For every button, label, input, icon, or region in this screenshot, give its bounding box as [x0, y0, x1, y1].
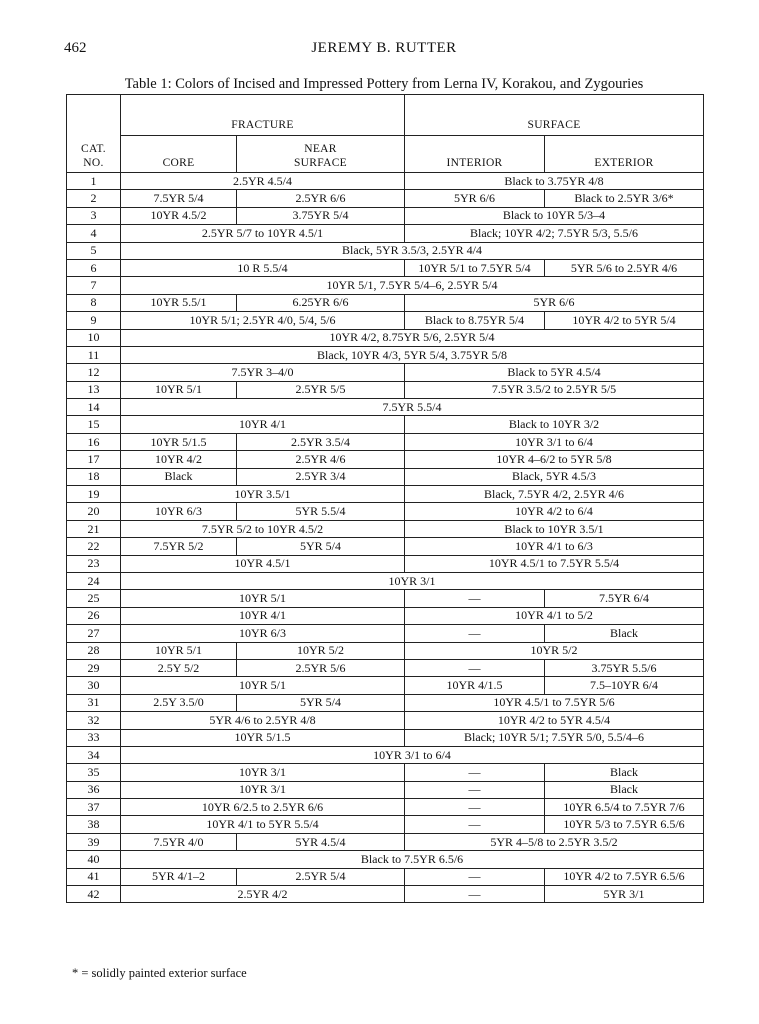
cat-no-cell: 26 [67, 607, 121, 624]
cat-no-cell: 1 [67, 173, 121, 190]
color-cell: 5YR 4/1–2 [121, 868, 237, 885]
cat-no-cell: 18 [67, 468, 121, 485]
table-row [67, 625, 704, 642]
table-row [67, 677, 704, 694]
color-cell: 10YR 5/3 to 7.5YR 6.5/6 [545, 816, 704, 833]
table-footnote: * = solidly painted exterior surface [72, 966, 247, 980]
cat-no-cell: 16 [67, 433, 121, 450]
cat-no-cell: 24 [67, 572, 121, 589]
color-cell: 7.5–10YR 6/4 [545, 677, 704, 694]
color-cell: Black to 10YR 5/3–4 [405, 207, 704, 224]
cat-no-cell: 12 [67, 364, 121, 381]
color-cell: 10YR 4/1 to 6/3 [405, 538, 704, 555]
color-cell: 2.5YR 5/6 [237, 659, 405, 676]
cat-no-cell: 14 [67, 399, 121, 416]
color-cell: 10YR 4/2 to 5YR 5/4 [545, 312, 704, 329]
color-cell: 5YR 6/6 [405, 190, 545, 207]
color-cell: 10YR 4.5/1 to 7.5YR 5.5/4 [405, 555, 704, 572]
color-cell: 10YR 4/2 [121, 451, 237, 468]
color-cell: Black to 10YR 3.5/1 [405, 520, 704, 537]
color-cell: Black, 5YR 4.5/3 [405, 468, 704, 485]
cat-no-cell: 9 [67, 312, 121, 329]
color-cell: 5YR 4–5/8 to 2.5YR 3.5/2 [405, 833, 704, 850]
color-cell: 10YR 6.5/4 to 7.5YR 7/6 [545, 799, 704, 816]
color-cell: 2.5YR 4/6 [237, 451, 405, 468]
cat-no-cell: 29 [67, 659, 121, 676]
color-cell: 2.5Y 3.5/0 [121, 694, 237, 711]
color-cell: Black [545, 625, 704, 642]
color-cell: 2.5YR 5/5 [237, 381, 405, 398]
exterior-header: EXTERIOR [545, 136, 704, 173]
color-cell: Black, 10YR 4/3, 5YR 5/4, 3.75YR 5/8 [121, 346, 704, 363]
color-cell: 10YR 4/2 to 5YR 4.5/4 [405, 712, 704, 729]
table-row [67, 520, 704, 537]
color-cell: 10YR 3/1 [121, 781, 405, 798]
color-cell: Black; 10YR 5/1; 7.5YR 5/0, 5.5/4–6 [405, 729, 704, 746]
table-row [67, 746, 704, 763]
cat-no-cell: 39 [67, 833, 121, 850]
table-row [67, 207, 704, 224]
color-cell: 10YR 4.5/2 [121, 207, 237, 224]
page-number: 462 [64, 40, 87, 56]
header-row-columns [67, 136, 704, 173]
color-cell: 7.5YR 5/2 [121, 538, 237, 555]
color-cell: 5YR 4.5/4 [237, 833, 405, 850]
table-row [67, 712, 704, 729]
table-row [67, 555, 704, 572]
author-name: JEREMY B. RUTTER [311, 40, 457, 56]
color-cell: 2.5YR 3.5/4 [237, 433, 405, 450]
cat-no-cell: 30 [67, 677, 121, 694]
color-cell: 5YR 5/4 [237, 538, 405, 555]
color-cell: 10YR 5/1 [121, 590, 405, 607]
cat-no-cell: 17 [67, 451, 121, 468]
cat-no-cell: 3 [67, 207, 121, 224]
color-cell: 10YR 4–6/2 to 5YR 5/8 [405, 451, 704, 468]
cat-no-cell: 40 [67, 851, 121, 868]
core-header: CORE [121, 136, 237, 173]
color-cell: 5YR 5.5/4 [237, 503, 405, 520]
table-row [67, 572, 704, 589]
cat-no-cell: 7 [67, 277, 121, 294]
color-cell: 6.25YR 6/6 [237, 294, 405, 311]
color-cell: 10YR 4/1 [121, 607, 405, 624]
color-cell: 10YR 5/2 [237, 642, 405, 659]
cat-no-cell: 41 [67, 868, 121, 885]
cat-no-cell: 32 [67, 712, 121, 729]
color-cell: Black to 2.5YR 3/6* [545, 190, 704, 207]
color-cell: 10YR 5/1; 2.5YR 4/0, 5/4, 5/6 [121, 312, 405, 329]
color-cell: 5YR 5/4 [237, 694, 405, 711]
color-cell: 10YR 3/1 [121, 572, 704, 589]
table-row [67, 190, 704, 207]
running-header [64, 40, 704, 62]
surface-header: SURFACE [405, 95, 704, 136]
table-row [67, 642, 704, 659]
table-row [67, 451, 704, 468]
color-cell: 10YR 4/2, 8.75YR 5/6, 2.5YR 5/4 [121, 329, 704, 346]
table-row [67, 416, 704, 433]
color-cell: 7.5YR 6/4 [545, 590, 704, 607]
color-cell: Black, 5YR 3.5/3, 2.5YR 4/4 [121, 242, 704, 259]
color-cell: — [405, 799, 545, 816]
color-cell: 2.5YR 4/2 [121, 886, 405, 903]
color-cell: 10YR 6/3 [121, 625, 405, 642]
color-cell: — [405, 816, 545, 833]
cat-no-cell: 4 [67, 225, 121, 242]
table-row [67, 329, 704, 346]
color-cell: 10YR 5/1, 7.5YR 5/4–6, 2.5YR 5/4 [121, 277, 704, 294]
color-cell: 10YR 5/1 to 7.5YR 5/4 [405, 259, 545, 276]
cat-no-cell: 25 [67, 590, 121, 607]
color-cell: Black to 3.75YR 4/8 [405, 173, 704, 190]
table-row [67, 259, 704, 276]
table-row [67, 886, 704, 903]
color-cell: 2.5YR 5/7 to 10YR 4.5/1 [121, 225, 405, 242]
table-row [67, 816, 704, 833]
table-row [67, 659, 704, 676]
color-cell: — [405, 764, 545, 781]
color-cell: 10YR 4/1 to 5/2 [405, 607, 704, 624]
color-cell: 7.5YR 5/2 to 10YR 4.5/2 [121, 520, 405, 537]
table-row [67, 433, 704, 450]
table-row [67, 242, 704, 259]
cat-no-cell: 21 [67, 520, 121, 537]
cat-no-cell: 2 [67, 190, 121, 207]
color-table [66, 94, 704, 903]
color-cell: 7.5YR 4/0 [121, 833, 237, 850]
color-cell: 10YR 5/1.5 [121, 729, 405, 746]
color-cell: 2.5YR 3/4 [237, 468, 405, 485]
color-cell: 10YR 5/1 [121, 677, 405, 694]
cat-no-cell: 42 [67, 886, 121, 903]
cat-no-cell: 23 [67, 555, 121, 572]
cat-no-cell: 22 [67, 538, 121, 555]
table-row [67, 277, 704, 294]
color-cell: Black; 10YR 4/2; 7.5YR 5/3, 5.5/6 [405, 225, 704, 242]
color-cell: — [405, 868, 545, 885]
table-row [67, 799, 704, 816]
table-row [67, 607, 704, 624]
cat-no-cell: 8 [67, 294, 121, 311]
table-row [67, 868, 704, 885]
color-cell: 10YR 3/1 [121, 764, 405, 781]
cat-no-cell: 36 [67, 781, 121, 798]
color-cell: 10YR 5.5/1 [121, 294, 237, 311]
cat-no-cell: 11 [67, 346, 121, 363]
color-cell: 10YR 3/1 to 6/4 [121, 746, 704, 763]
color-cell: 10YR 5/2 [405, 642, 704, 659]
table-row [67, 486, 704, 503]
color-cell: 10YR 3.5/1 [121, 486, 405, 503]
table-row [67, 538, 704, 555]
color-cell: — [405, 590, 545, 607]
table-row [67, 590, 704, 607]
color-cell: 7.5YR 5.5/4 [121, 399, 704, 416]
table-row [67, 833, 704, 850]
cat-no-cell: 20 [67, 503, 121, 520]
cat-no-cell: 34 [67, 746, 121, 763]
color-cell: 5YR 6/6 [405, 294, 704, 311]
color-cell: 10YR 4.5/1 [121, 555, 405, 572]
table-row [67, 294, 704, 311]
table-row [67, 225, 704, 242]
cat-no-cell: 27 [67, 625, 121, 642]
table-row [67, 764, 704, 781]
color-cell: Black [545, 781, 704, 798]
cat-no-cell: 10 [67, 329, 121, 346]
table-row [67, 364, 704, 381]
color-cell: — [405, 659, 545, 676]
color-cell: 2.5YR 5/4 [237, 868, 405, 885]
cat-no-cell: 35 [67, 764, 121, 781]
color-cell: 7.5YR 3.5/2 to 2.5YR 5/5 [405, 381, 704, 398]
color-cell: 3.75YR 5.5/6 [545, 659, 704, 676]
cat-no-cell: 6 [67, 259, 121, 276]
cat-no-cell: 33 [67, 729, 121, 746]
color-cell: 10YR 3/1 to 6/4 [405, 433, 704, 450]
color-cell: — [405, 886, 545, 903]
color-cell: 10YR 6/2.5 to 2.5YR 6/6 [121, 799, 405, 816]
cat-no-cell: 31 [67, 694, 121, 711]
color-cell: Black to 10YR 3/2 [405, 416, 704, 433]
color-cell: 10YR 4/2 to 6/4 [405, 503, 704, 520]
cat-no-cell: 5 [67, 242, 121, 259]
cat-no-cell: 38 [67, 816, 121, 833]
cat-no-cell: 37 [67, 799, 121, 816]
color-cell: 7.5YR 5/4 [121, 190, 237, 207]
color-cell: Black [121, 468, 237, 485]
color-cell: 2.5YR 4.5/4 [121, 173, 405, 190]
near-surface-header: NEAR SURFACE [237, 136, 405, 173]
cat-no-cell: 19 [67, 486, 121, 503]
color-cell: 3.75YR 5/4 [237, 207, 405, 224]
cat-no-cell: 28 [67, 642, 121, 659]
cat-no-header: CAT. NO. [67, 136, 121, 173]
color-cell: 5YR 5/6 to 2.5YR 4/6 [545, 259, 704, 276]
color-cell: 10YR 5/1.5 [121, 433, 237, 450]
color-cell: 10YR 4.5/1 to 7.5YR 5/6 [405, 694, 704, 711]
table-row [67, 468, 704, 485]
color-cell: 7.5YR 3–4/0 [121, 364, 405, 381]
color-cell: Black, 7.5YR 4/2, 2.5YR 4/6 [405, 486, 704, 503]
color-cell: — [405, 625, 545, 642]
table-row [67, 381, 704, 398]
color-cell: 2.5Y 5/2 [121, 659, 237, 676]
table-row [67, 173, 704, 190]
color-cell: Black to 5YR 4.5/4 [405, 364, 704, 381]
table-row [67, 781, 704, 798]
color-cell: 10YR 4/1 to 5YR 5.5/4 [121, 816, 405, 833]
table-row [67, 851, 704, 868]
color-cell: 10YR 5/1 [121, 381, 237, 398]
color-cell: Black [545, 764, 704, 781]
color-cell: 2.5YR 6/6 [237, 190, 405, 207]
cat-no-cell: 15 [67, 416, 121, 433]
table-row [67, 503, 704, 520]
header-row-groups [67, 95, 704, 136]
table-row [67, 346, 704, 363]
fracture-header: FRACTURE [121, 95, 405, 136]
color-cell: 10YR 5/1 [121, 642, 237, 659]
color-cell: Black to 8.75YR 5/4 [405, 312, 545, 329]
cat-no-cell: 13 [67, 381, 121, 398]
color-cell: — [405, 781, 545, 798]
table-row [67, 729, 704, 746]
color-cell: 10YR 4/2 to 7.5YR 6.5/6 [545, 868, 704, 885]
table-row [67, 399, 704, 416]
table-row [67, 312, 704, 329]
table-row [67, 694, 704, 711]
cat-header-blank [67, 95, 121, 136]
table-caption: Table 1: Colors of Incised and Impressed Pottery from Lerna IV, Korakou, and Zygouries [124, 76, 644, 92]
color-cell: 10YR 4/1.5 [405, 677, 545, 694]
color-cell: 10YR 6/3 [121, 503, 237, 520]
color-cell: 5YR 3/1 [545, 886, 704, 903]
color-cell: 5YR 4/6 to 2.5YR 4/8 [121, 712, 405, 729]
color-cell: Black to 7.5YR 6.5/6 [121, 851, 704, 868]
interior-header: INTERIOR [405, 136, 545, 173]
color-cell: 10YR 4/1 [121, 416, 405, 433]
color-cell: 10 R 5.5/4 [121, 259, 405, 276]
